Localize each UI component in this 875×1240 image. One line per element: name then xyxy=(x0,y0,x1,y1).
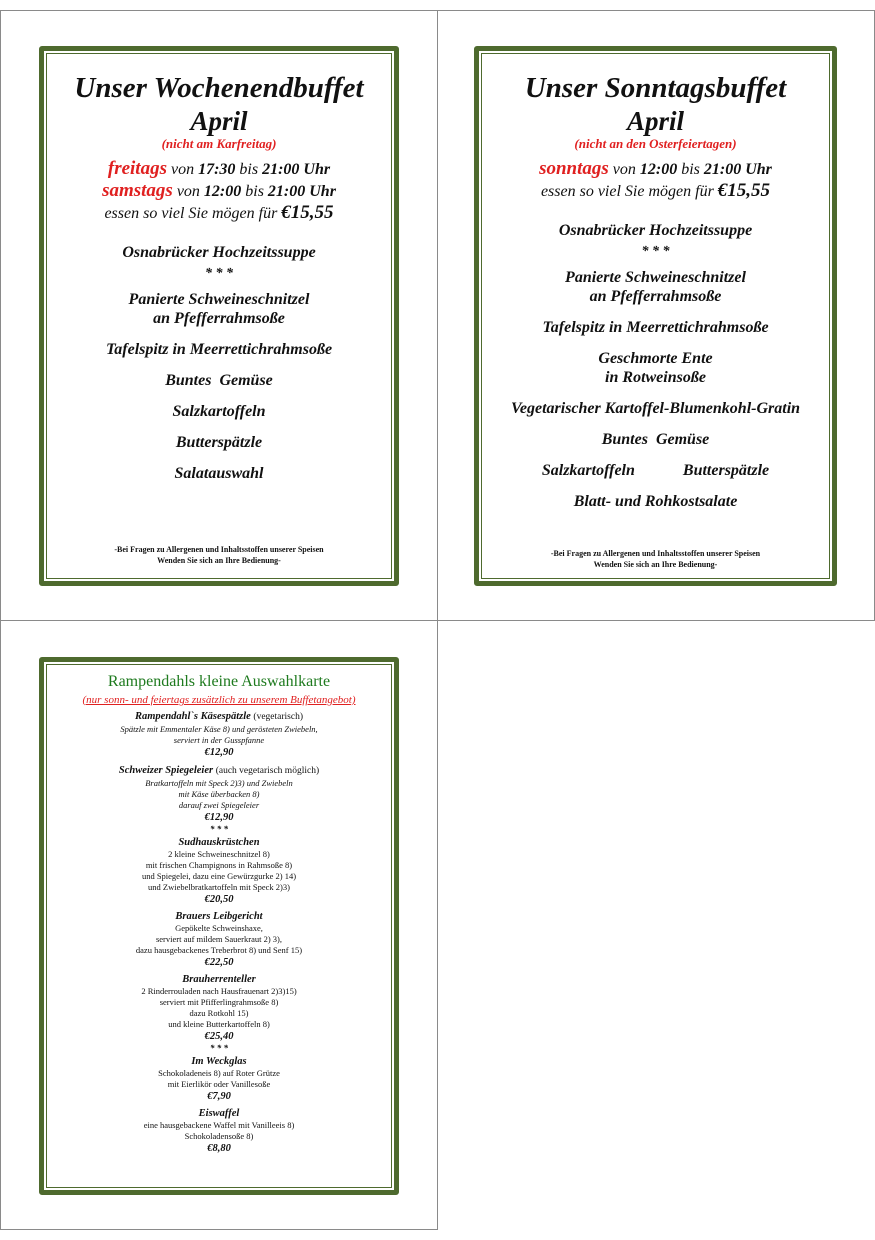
item3-line1: 2 kleine Schweineschnitzel 8) xyxy=(168,849,270,859)
left-title: Unser Wochenendbuffet xyxy=(74,72,364,104)
right-allergen-note xyxy=(479,548,832,570)
left-allergen-note xyxy=(44,544,394,566)
saturday-bis: bis xyxy=(245,183,264,200)
left-dish1-line2: an Pfefferrahmsoße xyxy=(153,310,285,327)
left-note: (nicht am Karfreitag) xyxy=(161,136,277,151)
right-allergen-line1: -Bei Fragen zu Allergenen und Inhaltsstoffen unserer Speisen xyxy=(550,549,761,558)
menu-card xyxy=(44,672,394,1155)
right-soup: Osnabrücker Hochzeitssuppe xyxy=(558,222,753,239)
right-dish4: Vegetarischer Kartoffel-Blumenkohl-Gratin xyxy=(510,400,801,417)
saturday-label: samstags xyxy=(102,180,173,201)
item5-price: €25,40 xyxy=(204,1031,234,1042)
saturday-von: von xyxy=(176,183,200,200)
right-dish6-a: Salzkartoffeln xyxy=(541,462,635,479)
right-dish3-line2: in Rotweinsoße xyxy=(605,369,706,386)
item3-line4: und Zwiebelbratkartoffeln mit Speck 2)3) xyxy=(148,882,290,892)
item5-line4: und kleine Butterkartoffeln 8) xyxy=(168,1019,270,1029)
left-saturday xyxy=(44,180,394,202)
left-month: April xyxy=(190,106,248,136)
item1-price: €12,90 xyxy=(204,747,234,758)
item2-line1: Bratkartoffeln mit Speck 2)3) und Zwiebeln xyxy=(145,778,293,788)
left-dish6: Salatauswahl xyxy=(174,465,264,482)
sunday-bis: bis xyxy=(681,161,700,178)
item4-name: Brauers Leibgericht xyxy=(175,911,263,922)
right-dish2: Tafelspitz in Meerrettichrahmsoße xyxy=(542,319,769,336)
friday-von: von xyxy=(170,161,195,178)
item7-line2: Schokoladensoße 8) xyxy=(184,1131,254,1141)
item5-line3: dazu Rotkohl 15) xyxy=(189,1008,249,1018)
left-dish2: Tafelspitz in Meerrettichrahmsoße xyxy=(105,341,333,358)
item4-price: €22,50 xyxy=(204,957,234,968)
card-item-kaesespaetzle xyxy=(44,710,394,759)
right-price: €15,55 xyxy=(717,180,771,201)
item7-price: €8,80 xyxy=(207,1143,231,1154)
item2-note: (auch vegetarisch möglich) xyxy=(215,766,320,776)
item1-name: Rampendahl`s Käsespätzle xyxy=(134,711,251,722)
card-item-spiegeleier xyxy=(44,764,394,824)
item1-line2: serviert in der Gusspfanne xyxy=(173,735,265,745)
right-dish6 xyxy=(479,461,832,480)
right-dish1-line2: an Pfefferrahmsoße xyxy=(589,288,722,305)
item3-name: Sudhauskrüstchen xyxy=(178,837,260,848)
left-dish1-line1: Panierte Schweineschnitzel xyxy=(128,291,310,308)
item6-name: Im Weckglas xyxy=(191,1056,247,1067)
item1-note: (vegetarisch) xyxy=(253,712,304,722)
right-dish5: Buntes Gemüse xyxy=(601,431,710,448)
item3-line2: mit frischen Champignons in Rahmsoße 8) xyxy=(145,860,293,870)
item2-price: €12,90 xyxy=(204,812,234,823)
friday-label: freitags xyxy=(107,158,167,179)
left-price: €15,55 xyxy=(281,202,334,223)
left-price-line xyxy=(44,202,394,224)
left-dish3: Buntes Gemüse xyxy=(165,372,273,389)
item2-line2: mit Käse überbacken 8) xyxy=(178,789,260,799)
card-title: Rampendahls kleine Auswahlkarte xyxy=(107,673,331,690)
friday-start: 17:30 xyxy=(198,161,236,178)
item7-line1: eine hausgebackene Waffel mit Vanilleeis 8) xyxy=(143,1120,295,1130)
item3-price: €20,50 xyxy=(204,894,234,905)
item5-line1: 2 Rinderrouladen nach Hausfrauenart 2)3)15) xyxy=(141,986,297,996)
item2-name: Schweizer Spiegeleier xyxy=(118,765,214,776)
card-stars-2: * * * xyxy=(210,1043,228,1053)
left-buffet xyxy=(44,72,394,483)
sunday-label: sonntags xyxy=(539,158,609,179)
right-dish3-line1: Geschmorte Ente xyxy=(598,350,713,367)
item5-line2: serviert mit Pfifferlingrahmsoße 8) xyxy=(159,997,279,1007)
right-price-line xyxy=(479,180,832,202)
left-stars: * * * xyxy=(205,266,233,281)
saturday-start: 12:00 xyxy=(203,183,242,200)
item1-line1: Spätzle mit Emmentaler Käse 8) und gerösteten Zwiebeln, xyxy=(120,724,318,734)
item5-name: Brauherrenteller xyxy=(182,974,256,985)
left-dish5: Butterspätzle xyxy=(175,434,263,451)
item4-line2: serviert auf mildem Sauerkraut 2) 3), xyxy=(155,934,283,944)
item3-line3: und Spiegelei, dazu eine Gewürzgurke 2) 14) xyxy=(141,871,297,881)
friday-bis: bis xyxy=(239,161,259,178)
right-month: April xyxy=(626,106,685,136)
card-subtitle: (nur sonn- und feiertags zusätzlich zu unserem Buffetangebot) xyxy=(82,694,356,706)
sunday-start: 12:00 xyxy=(639,161,678,178)
right-dish7: Blatt- und Rohkostsalate xyxy=(573,493,738,510)
right-allergen-line2: Wenden Sie sich an Ihre Bedienung- xyxy=(593,560,718,569)
sunday-von: von xyxy=(612,161,636,178)
left-allergen-line2: Wenden Sie sich an Ihre Bedienung- xyxy=(157,556,281,565)
left-price-text: essen so viel Sie mögen für xyxy=(104,205,278,222)
card-stars-1: * * * xyxy=(210,824,228,834)
item6-line1: Schokoladeneis 8) auf Roter Grütze xyxy=(158,1068,280,1078)
left-dish4: Salzkartoffeln xyxy=(172,403,266,420)
right-dish6-b: Butterspätzle xyxy=(682,462,770,479)
left-soup: Osnabrücker Hochzeitssuppe xyxy=(122,244,316,261)
left-allergen-line1: -Bei Fragen zu Allergenen und Inhaltsstoffen unserer Speisen xyxy=(114,545,324,554)
friday-end: 21:00 Uhr xyxy=(262,161,331,178)
card-item-leibgericht xyxy=(44,910,394,969)
card-item-weckglas xyxy=(44,1055,394,1103)
right-note: (nicht an den Osterfeiertagen) xyxy=(574,136,737,151)
item6-price: €7,90 xyxy=(207,1091,231,1102)
right-buffet xyxy=(479,72,832,511)
left-friday xyxy=(44,158,394,180)
sunday-end: 21:00 Uhr xyxy=(703,161,772,178)
item7-name: Eiswaffel xyxy=(198,1108,240,1119)
right-title: Unser Sonntagsbuffet xyxy=(524,72,787,104)
right-sunday xyxy=(479,158,832,180)
card-item-sudhaus xyxy=(44,836,394,906)
right-price-text: essen so viel Sie mögen für xyxy=(540,183,714,200)
right-dish1-line1: Panierte Schweineschnitzel xyxy=(565,269,746,286)
card-item-eiswaffel xyxy=(44,1107,394,1155)
right-stars: * * * xyxy=(641,244,670,259)
item6-line2: mit Eierlikör oder Vanillesoße xyxy=(167,1079,271,1089)
item4-line3: dazu hausgebackenes Treberbrot 8) und Senf 15) xyxy=(135,945,303,955)
card-item-brauherrenteller xyxy=(44,973,394,1043)
item4-line1: Gepökelte Schweinshaxe, xyxy=(175,923,263,933)
item2-line3: darauf zwei Spiegeleier xyxy=(178,800,260,810)
saturday-end: 21:00 Uhr xyxy=(267,183,336,200)
